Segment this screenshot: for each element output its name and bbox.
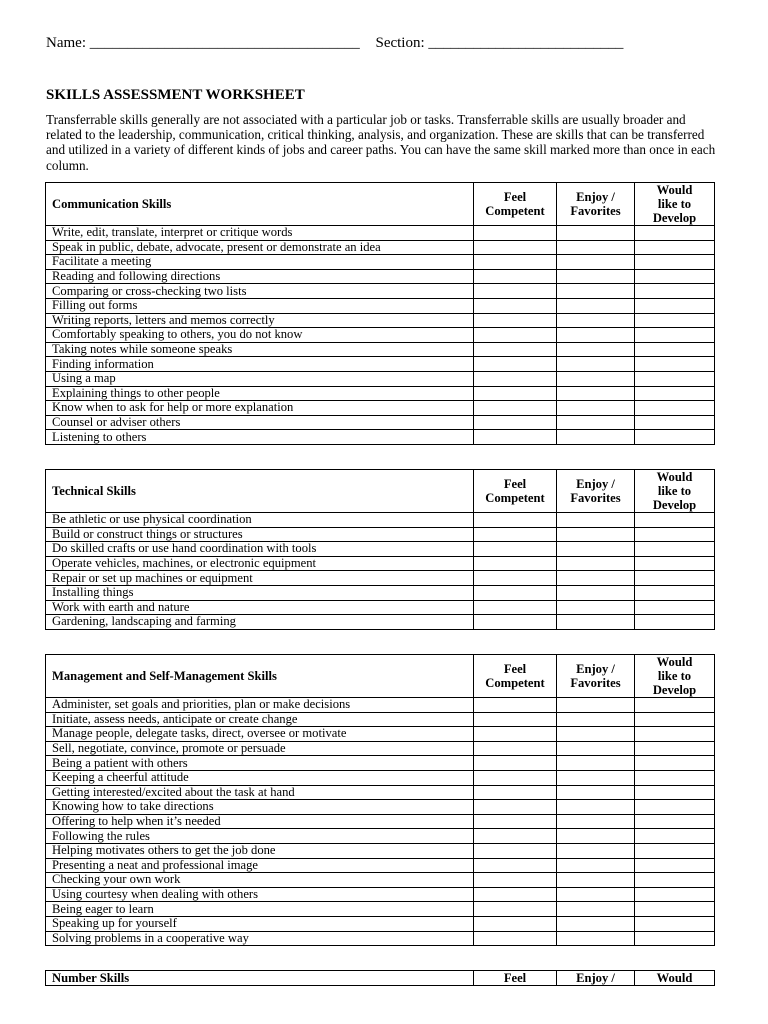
number-skills-table bbox=[45, 970, 715, 986]
category-header: Communication Skills bbox=[46, 183, 474, 226]
category-header: Technical Skills bbox=[46, 470, 474, 513]
would-like-to-develop-cell[interactable] bbox=[635, 298, 715, 313]
feel-competent-cell[interactable] bbox=[474, 386, 557, 401]
skill-label: Checking your own work bbox=[46, 873, 474, 888]
table-row bbox=[46, 727, 715, 742]
feel-competent-cell[interactable] bbox=[474, 727, 557, 742]
feel-competent-cell[interactable] bbox=[474, 887, 557, 902]
enjoy-favorites-cell[interactable] bbox=[557, 513, 635, 528]
enjoy-favorites-cell[interactable] bbox=[557, 916, 635, 931]
skill-label: Write, edit, translate, interpret or critique words bbox=[46, 226, 474, 241]
enjoy-favorites-cell[interactable] bbox=[557, 240, 635, 255]
enjoy-favorites-cell[interactable] bbox=[557, 415, 635, 430]
table-row bbox=[46, 240, 715, 255]
feel-competent-cell[interactable] bbox=[474, 814, 557, 829]
feel-competent-cell[interactable] bbox=[474, 615, 557, 630]
skill-label: Initiate, assess needs, anticipate or create change bbox=[46, 712, 474, 727]
enjoy-favorites-cell[interactable] bbox=[557, 800, 635, 815]
skill-label: Getting interested/excited about the task at hand bbox=[46, 785, 474, 800]
skill-label: Keeping a cheerful attitude bbox=[46, 770, 474, 785]
table-row bbox=[46, 513, 715, 528]
feel-competent-cell[interactable] bbox=[474, 829, 557, 844]
skill-label: Repair or set up machines or equipment bbox=[46, 571, 474, 586]
would-like-to-develop-cell[interactable] bbox=[635, 357, 715, 372]
skill-label: Work with earth and nature bbox=[46, 600, 474, 615]
feel-competent-cell[interactable] bbox=[474, 284, 557, 299]
table-row bbox=[46, 401, 715, 416]
would-like-to-develop-cell[interactable] bbox=[635, 401, 715, 416]
table-row bbox=[46, 542, 715, 557]
would-like-to-develop-cell[interactable] bbox=[635, 542, 715, 557]
would-like-to-develop-cell[interactable] bbox=[635, 585, 715, 600]
enjoy-favorites-header bbox=[557, 470, 635, 513]
enjoy-favorites-cell[interactable] bbox=[557, 843, 635, 858]
table-row bbox=[46, 556, 715, 571]
would-like-to-develop-cell[interactable] bbox=[635, 931, 715, 946]
skill-label: Writing reports, letters and memos correctly bbox=[46, 313, 474, 328]
would-like-to-develop-cell[interactable] bbox=[635, 727, 715, 742]
enjoy-favorites-cell[interactable] bbox=[557, 873, 635, 888]
feel-competent-cell[interactable] bbox=[474, 255, 557, 270]
would-like-to-develop-cell[interactable] bbox=[635, 698, 715, 713]
would-like-to-develop-cell[interactable] bbox=[635, 770, 715, 785]
table-row bbox=[46, 298, 715, 313]
page-title: SKILLS ASSESSMENT WORKSHEET bbox=[46, 87, 305, 103]
technical-skills-table bbox=[45, 469, 715, 630]
feel-competent-header bbox=[474, 655, 557, 698]
skill-label: Gardening, landscaping and farming bbox=[46, 615, 474, 630]
skill-label: Being a patient with others bbox=[46, 756, 474, 771]
enjoy-favorites-line: Enjoy / bbox=[576, 662, 615, 676]
enjoy-favorites-cell[interactable] bbox=[557, 698, 635, 713]
would-like-to-develop-cell[interactable] bbox=[635, 386, 715, 401]
would-like-to-develop-header bbox=[635, 655, 715, 698]
enjoy-favorites-cell[interactable] bbox=[557, 556, 635, 571]
category-header: Management and Self-Management Skills bbox=[46, 655, 474, 698]
enjoy-favorites-cell[interactable] bbox=[557, 226, 635, 241]
feel-competent-cell[interactable] bbox=[474, 873, 557, 888]
table-row bbox=[46, 313, 715, 328]
feel-competent-cell[interactable] bbox=[474, 556, 557, 571]
feel-competent-cell[interactable] bbox=[474, 313, 557, 328]
feel-competent-cell[interactable] bbox=[474, 931, 557, 946]
skill-label: Knowing how to take directions bbox=[46, 800, 474, 815]
table-row bbox=[46, 328, 715, 343]
enjoy-favorites-header: Enjoy / bbox=[557, 971, 635, 986]
would-like-to-develop-cell[interactable] bbox=[635, 226, 715, 241]
table-row bbox=[46, 829, 715, 844]
table-row bbox=[46, 843, 715, 858]
skill-label: Filling out forms bbox=[46, 298, 474, 313]
table-row bbox=[46, 357, 715, 372]
feel-competent-line: Competent bbox=[485, 204, 545, 218]
would-like-to-develop-cell[interactable] bbox=[635, 269, 715, 284]
would-like-to-develop-cell[interactable] bbox=[635, 756, 715, 771]
would-like-to-develop-cell[interactable] bbox=[635, 829, 715, 844]
enjoy-favorites-line: Enjoy / bbox=[576, 477, 615, 491]
table-row bbox=[46, 615, 715, 630]
table-row bbox=[46, 284, 715, 299]
would-like-to-develop-cell[interactable] bbox=[635, 430, 715, 445]
enjoy-favorites-cell[interactable] bbox=[557, 527, 635, 542]
table-row bbox=[46, 226, 715, 241]
would-like-to-develop-line: Develop bbox=[652, 211, 697, 225]
table-row bbox=[46, 916, 715, 931]
skill-label: Installing things bbox=[46, 585, 474, 600]
feel-competent-cell[interactable] bbox=[474, 513, 557, 528]
skill-label: Counsel or adviser others bbox=[46, 415, 474, 430]
would-like-to-develop-line: Develop bbox=[652, 498, 697, 512]
feel-competent-cell[interactable] bbox=[474, 527, 557, 542]
table-row bbox=[46, 430, 715, 445]
table-row bbox=[46, 756, 715, 771]
enjoy-favorites-cell[interactable] bbox=[557, 829, 635, 844]
would-like-to-develop-cell[interactable] bbox=[635, 313, 715, 328]
would-like-to-develop-cell[interactable] bbox=[635, 814, 715, 829]
enjoy-favorites-cell[interactable] bbox=[557, 727, 635, 742]
table-row bbox=[46, 712, 715, 727]
feel-competent-line: Feel bbox=[503, 477, 527, 491]
feel-competent-header bbox=[474, 470, 557, 513]
table-row bbox=[46, 741, 715, 756]
table-row bbox=[46, 585, 715, 600]
table-row bbox=[46, 785, 715, 800]
table-row bbox=[46, 527, 715, 542]
intro-paragraph: Transferrable skills generally are not associated with a particular job or tasks. Transferrable skills are usually broader and related to the leadership, communication, critical thinking, analysis, and organization. These are skills that can be transferred and utilized in a variety of different kinds of jobs and career paths. You can have the same skill marked more than once in each column. bbox=[46, 112, 716, 173]
would-like-to-develop-header: Would bbox=[635, 971, 715, 986]
feel-competent-cell[interactable] bbox=[474, 328, 557, 343]
feel-competent-cell[interactable] bbox=[474, 600, 557, 615]
feel-competent-line: Feel bbox=[503, 662, 527, 676]
section-label[interactable]: Section: __________________________ bbox=[375, 35, 624, 51]
enjoy-favorites-cell[interactable] bbox=[557, 615, 635, 630]
communication-skills-table bbox=[45, 182, 715, 445]
table-row bbox=[46, 371, 715, 386]
enjoy-favorites-cell[interactable] bbox=[557, 887, 635, 902]
feel-competent-header bbox=[474, 183, 557, 226]
feel-competent-cell[interactable] bbox=[474, 770, 557, 785]
table-row bbox=[46, 571, 715, 586]
enjoy-favorites-header bbox=[557, 655, 635, 698]
feel-competent-cell[interactable] bbox=[474, 371, 557, 386]
enjoy-favorites-cell[interactable] bbox=[557, 401, 635, 416]
skill-label: Sell, negotiate, convince, promote or persuade bbox=[46, 741, 474, 756]
skill-label: Comparing or cross-checking two lists bbox=[46, 284, 474, 299]
enjoy-favorites-header bbox=[557, 183, 635, 226]
would-like-to-develop-cell[interactable] bbox=[635, 800, 715, 815]
feel-competent-cell[interactable] bbox=[474, 712, 557, 727]
feel-competent-header: Feel bbox=[474, 971, 557, 986]
skill-label: Helping motivates others to get the job done bbox=[46, 843, 474, 858]
skill-label: Administer, set goals and priorities, plan or make decisions bbox=[46, 698, 474, 713]
enjoy-favorites-cell[interactable] bbox=[557, 741, 635, 756]
skill-label: Following the rules bbox=[46, 829, 474, 844]
enjoy-favorites-cell[interactable] bbox=[557, 814, 635, 829]
skill-label: Do skilled crafts or use hand coordination with tools bbox=[46, 542, 474, 557]
skill-label: Being eager to learn bbox=[46, 902, 474, 917]
would-like-to-develop-cell[interactable] bbox=[635, 415, 715, 430]
enjoy-favorites-cell[interactable] bbox=[557, 342, 635, 357]
enjoy-favorites-cell[interactable] bbox=[557, 585, 635, 600]
skill-label: Listening to others bbox=[46, 430, 474, 445]
enjoy-favorites-cell[interactable] bbox=[557, 712, 635, 727]
would-like-to-develop-header bbox=[635, 183, 715, 226]
enjoy-favorites-cell[interactable] bbox=[557, 902, 635, 917]
table-row bbox=[46, 800, 715, 815]
would-like-to-develop-line: Would bbox=[656, 655, 693, 669]
would-like-to-develop-line: like to bbox=[657, 197, 692, 211]
skill-label: Reading and following directions bbox=[46, 269, 474, 284]
skill-label: Be athletic or use physical coordination bbox=[46, 513, 474, 528]
table-row bbox=[46, 600, 715, 615]
feel-competent-cell[interactable] bbox=[474, 800, 557, 815]
would-like-to-develop-cell[interactable] bbox=[635, 328, 715, 343]
would-like-to-develop-cell[interactable] bbox=[635, 240, 715, 255]
management-skills-table bbox=[45, 654, 715, 946]
table-row bbox=[46, 931, 715, 946]
would-like-to-develop-line: Develop bbox=[652, 683, 697, 697]
feel-competent-cell[interactable] bbox=[474, 785, 557, 800]
would-like-to-develop-cell[interactable] bbox=[635, 615, 715, 630]
header-line bbox=[46, 35, 623, 52]
enjoy-favorites-cell[interactable] bbox=[557, 770, 635, 785]
skill-label: Know when to ask for help or more explanation bbox=[46, 401, 474, 416]
feel-competent-cell[interactable] bbox=[474, 401, 557, 416]
feel-competent-cell[interactable] bbox=[474, 756, 557, 771]
would-like-to-develop-line: Would bbox=[656, 183, 693, 197]
would-like-to-develop-cell[interactable] bbox=[635, 785, 715, 800]
would-like-to-develop-cell[interactable] bbox=[635, 858, 715, 873]
enjoy-favorites-cell[interactable] bbox=[557, 571, 635, 586]
feel-competent-cell[interactable] bbox=[474, 240, 557, 255]
feel-competent-cell[interactable] bbox=[474, 226, 557, 241]
enjoy-favorites-cell[interactable] bbox=[557, 328, 635, 343]
would-like-to-develop-cell[interactable] bbox=[635, 284, 715, 299]
table-row bbox=[46, 858, 715, 873]
feel-competent-cell[interactable] bbox=[474, 916, 557, 931]
feel-competent-line: Competent bbox=[485, 491, 545, 505]
enjoy-favorites-cell[interactable] bbox=[557, 386, 635, 401]
feel-competent-cell[interactable] bbox=[474, 269, 557, 284]
table-row bbox=[46, 269, 715, 284]
enjoy-favorites-cell[interactable] bbox=[557, 284, 635, 299]
table-row bbox=[46, 873, 715, 888]
would-like-to-develop-cell[interactable] bbox=[635, 741, 715, 756]
table-row bbox=[46, 415, 715, 430]
feel-competent-cell[interactable] bbox=[474, 902, 557, 917]
would-like-to-develop-line: Would bbox=[656, 470, 693, 484]
feel-competent-cell[interactable] bbox=[474, 298, 557, 313]
feel-competent-cell[interactable] bbox=[474, 571, 557, 586]
skill-label: Speaking up for yourself bbox=[46, 916, 474, 931]
feel-competent-cell[interactable] bbox=[474, 342, 557, 357]
feel-competent-cell[interactable] bbox=[474, 698, 557, 713]
skill-label: Finding information bbox=[46, 357, 474, 372]
would-like-to-develop-cell[interactable] bbox=[635, 371, 715, 386]
feel-competent-cell[interactable] bbox=[474, 585, 557, 600]
skill-label: Using a map bbox=[46, 371, 474, 386]
would-like-to-develop-header bbox=[635, 470, 715, 513]
would-like-to-develop-cell[interactable] bbox=[635, 513, 715, 528]
skill-label: Using courtesy when dealing with others bbox=[46, 887, 474, 902]
enjoy-favorites-line: Favorites bbox=[570, 676, 621, 690]
enjoy-favorites-cell[interactable] bbox=[557, 756, 635, 771]
would-like-to-develop-cell[interactable] bbox=[635, 342, 715, 357]
would-like-to-develop-cell[interactable] bbox=[635, 255, 715, 270]
skill-label: Manage people, delegate tasks, direct, oversee or motivate bbox=[46, 727, 474, 742]
enjoy-favorites-cell[interactable] bbox=[557, 371, 635, 386]
would-like-to-develop-line: like to bbox=[657, 669, 692, 683]
enjoy-favorites-line: Favorites bbox=[570, 491, 621, 505]
skill-label: Operate vehicles, machines, or electronic equipment bbox=[46, 556, 474, 571]
feel-competent-line: Competent bbox=[485, 676, 545, 690]
would-like-to-develop-line: like to bbox=[657, 484, 692, 498]
skill-label: Solving problems in a cooperative way bbox=[46, 931, 474, 946]
would-like-to-develop-cell[interactable] bbox=[635, 873, 715, 888]
enjoy-favorites-cell[interactable] bbox=[557, 931, 635, 946]
feel-competent-cell[interactable] bbox=[474, 843, 557, 858]
skill-label: Comfortably speaking to others, you do not know bbox=[46, 328, 474, 343]
feel-competent-cell[interactable] bbox=[474, 357, 557, 372]
would-like-to-develop-cell[interactable] bbox=[635, 527, 715, 542]
enjoy-favorites-cell[interactable] bbox=[557, 600, 635, 615]
would-like-to-develop-cell[interactable] bbox=[635, 902, 715, 917]
feel-competent-cell[interactable] bbox=[474, 741, 557, 756]
table-row bbox=[46, 902, 715, 917]
table-row bbox=[46, 814, 715, 829]
enjoy-favorites-cell[interactable] bbox=[557, 269, 635, 284]
enjoy-favorites-cell[interactable] bbox=[557, 785, 635, 800]
enjoy-favorites-cell[interactable] bbox=[557, 858, 635, 873]
feel-competent-cell[interactable] bbox=[474, 542, 557, 557]
enjoy-favorites-line: Favorites bbox=[570, 204, 621, 218]
enjoy-favorites-cell[interactable] bbox=[557, 298, 635, 313]
name-label[interactable]: Name: ____________________________________ bbox=[46, 35, 360, 51]
feel-competent-cell[interactable] bbox=[474, 415, 557, 430]
would-like-to-develop-cell[interactable] bbox=[635, 916, 715, 931]
table-row bbox=[46, 255, 715, 270]
skill-label: Speak in public, debate, advocate, present or demonstrate an idea bbox=[46, 240, 474, 255]
would-like-to-develop-cell[interactable] bbox=[635, 712, 715, 727]
would-like-to-develop-cell[interactable] bbox=[635, 600, 715, 615]
skill-label: Build or construct things or structures bbox=[46, 527, 474, 542]
table-row bbox=[46, 698, 715, 713]
skill-label: Presenting a neat and professional image bbox=[46, 858, 474, 873]
table-row bbox=[46, 386, 715, 401]
skill-label: Explaining things to other people bbox=[46, 386, 474, 401]
enjoy-favorites-cell[interactable] bbox=[557, 542, 635, 557]
table-row bbox=[46, 342, 715, 357]
would-like-to-develop-cell[interactable] bbox=[635, 887, 715, 902]
feel-competent-cell[interactable] bbox=[474, 858, 557, 873]
enjoy-favorites-cell[interactable] bbox=[557, 313, 635, 328]
feel-competent-cell[interactable] bbox=[474, 430, 557, 445]
table-row bbox=[46, 770, 715, 785]
enjoy-favorites-cell[interactable] bbox=[557, 255, 635, 270]
enjoy-favorites-line: Enjoy / bbox=[576, 190, 615, 204]
enjoy-favorites-cell[interactable] bbox=[557, 430, 635, 445]
skill-label: Taking notes while someone speaks bbox=[46, 342, 474, 357]
feel-competent-line: Feel bbox=[503, 190, 527, 204]
category-header: Number Skills bbox=[46, 971, 474, 986]
skill-label: Offering to help when it’s needed bbox=[46, 814, 474, 829]
enjoy-favorites-cell[interactable] bbox=[557, 357, 635, 372]
skill-label: Facilitate a meeting bbox=[46, 255, 474, 270]
would-like-to-develop-cell[interactable] bbox=[635, 556, 715, 571]
would-like-to-develop-cell[interactable] bbox=[635, 843, 715, 858]
table-row bbox=[46, 887, 715, 902]
would-like-to-develop-cell[interactable] bbox=[635, 571, 715, 586]
